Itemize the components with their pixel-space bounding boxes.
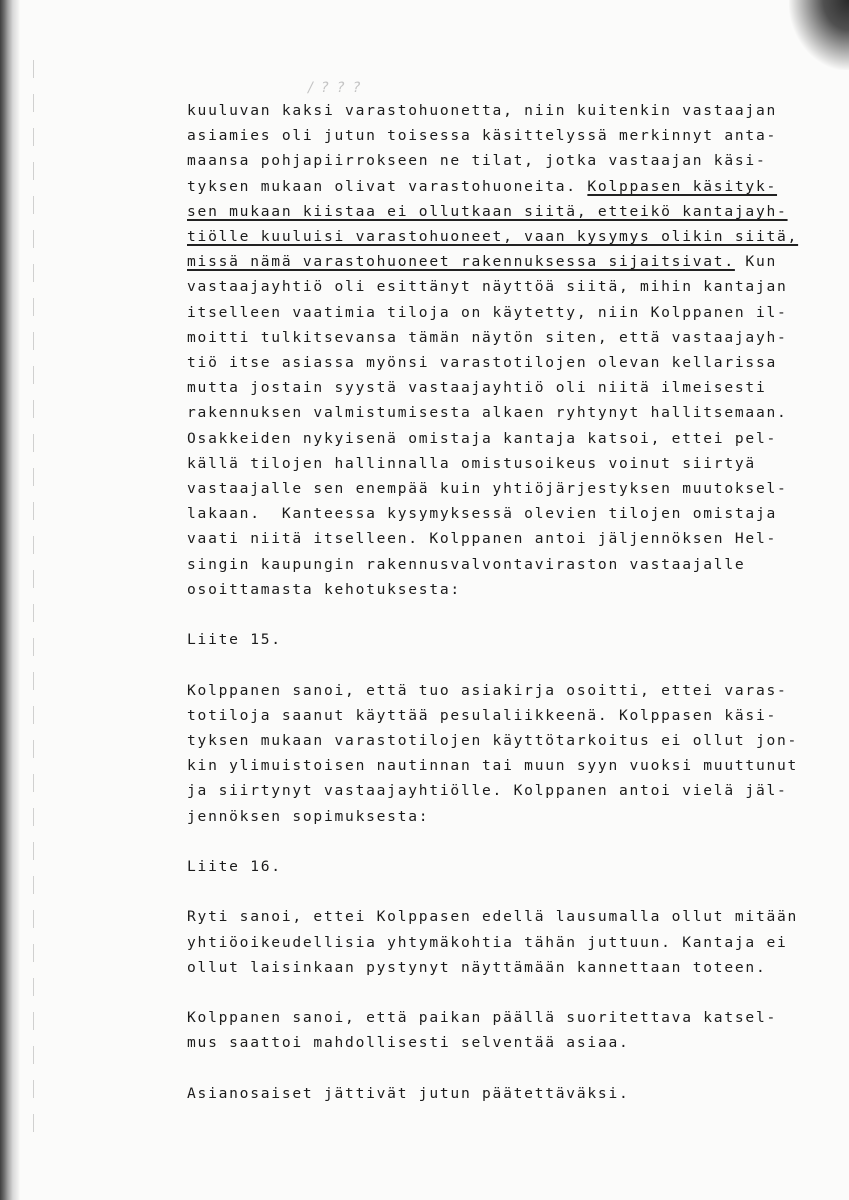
paragraph bbox=[187, 678, 797, 829]
text-segment: Ryti sanoi, ettei Kolppasen edellä lausumalla ollut mitään bbox=[187, 908, 799, 926]
paragraph bbox=[187, 854, 797, 879]
underlined-text: missä nämä varastohuoneet rakennuksessa sijaitsivat. bbox=[187, 253, 735, 271]
text-line bbox=[187, 426, 797, 451]
text-segment: tiö itse asiassa myönsi varastotilojen olevan kellarissa bbox=[187, 354, 778, 372]
text-line bbox=[187, 627, 797, 652]
text-line bbox=[187, 778, 797, 803]
text-segment: vastaajayhtiö oli esittänyt näyttöä siitä, mihin kantajan bbox=[187, 278, 788, 296]
text-line bbox=[187, 224, 797, 249]
text-line bbox=[187, 274, 797, 299]
text-line bbox=[187, 400, 797, 425]
text-segment: Kolppanen sanoi, että tuo asiakirja osoitti, ettei varas- bbox=[187, 681, 788, 699]
text-segment: ja siirtynyt vastaajayhtiölle. Kolppanen antoi vielä jäl- bbox=[187, 782, 788, 800]
text-segment: vastaajalle sen enempää kuin yhtiöjärjestyksen muutoksel- bbox=[187, 480, 788, 498]
text-line bbox=[187, 148, 797, 173]
text-segment: Osakkeiden nykyisenä omistaja kantaja katsoi, ettei pel- bbox=[187, 429, 778, 447]
text-line bbox=[187, 526, 797, 551]
text-line bbox=[187, 904, 797, 929]
text-segment: mutta jostain syystä vastaajayhtiö oli niitä ilmeisesti bbox=[187, 379, 767, 397]
paragraph bbox=[187, 627, 797, 652]
text-line bbox=[187, 552, 797, 577]
text-segment: källä tilojen hallinnalla omistusoikeus voinut siirtyä bbox=[187, 454, 756, 472]
text-segment: ollut laisinkaan pystynyt näyttämään kannettaan toteen. bbox=[187, 958, 767, 976]
text-line bbox=[187, 98, 797, 123]
text-line bbox=[187, 804, 797, 829]
text-segment: mus saattoi mahdollisesti selventää asiaa. bbox=[187, 1034, 630, 1052]
text-segment: Kun bbox=[734, 253, 778, 271]
text-segment: tyksen mukaan varastotilojen käyttötarkoitus ei ollut jon- bbox=[187, 732, 799, 750]
pencil-margin-note: / ? ? ? bbox=[308, 80, 363, 96]
text-line bbox=[187, 930, 797, 955]
text-segment: osoittamasta kehotuksesta: bbox=[187, 580, 461, 598]
text-segment: totiloja saanut käyttää pesulaliikkeenä. Kolppasen käsi- bbox=[187, 706, 778, 724]
text-segment: Liite 15. bbox=[187, 631, 282, 649]
text-line bbox=[187, 854, 797, 879]
text-line bbox=[187, 728, 797, 753]
document-body bbox=[187, 98, 797, 1131]
text-line bbox=[187, 703, 797, 728]
text-line bbox=[187, 476, 797, 501]
text-segment: kuuluvan kaksi varastohuonetta, niin kuitenkin vastaajan bbox=[187, 102, 778, 119]
text-segment: asiamies oli jutun toisessa käsittelyssä merkinnyt anta- bbox=[187, 127, 778, 145]
underlined-text: tiölle kuuluisi varastohuoneet, vaan kysymys olikin siitä, bbox=[187, 228, 799, 246]
text-segment: Liite 16. bbox=[187, 858, 282, 876]
underlined-text: Kolppasen käsityk- bbox=[587, 177, 778, 195]
text-segment: vaati niitä itselleen. Kolppanen antoi jäljennöksen Hel- bbox=[187, 530, 778, 548]
text-line bbox=[187, 678, 797, 703]
paragraph bbox=[187, 1005, 797, 1055]
text-line bbox=[187, 577, 797, 602]
text-line bbox=[187, 300, 797, 325]
text-segment: maansa pohjapiirrokseen ne tilat, jotka vastaajan käsi- bbox=[187, 152, 767, 170]
text-line bbox=[187, 325, 797, 350]
text-line bbox=[187, 1030, 797, 1055]
text-segment: yhtiöoikeudellisia yhtymäkohtia tähän juttuun. Kantaja ei bbox=[187, 933, 788, 951]
text-line bbox=[187, 451, 797, 476]
text-segment: rakennuksen valmistumisesta alkaen ryhtynyt hallitsemaan. bbox=[187, 404, 788, 422]
paragraph bbox=[187, 904, 797, 980]
text-line bbox=[187, 1081, 797, 1106]
underlined-text: sen mukaan kiistaa ei ollutkaan siitä, etteikö kantajayh- bbox=[187, 202, 788, 220]
text-line bbox=[187, 501, 797, 526]
text-line bbox=[187, 753, 797, 778]
text-line bbox=[187, 955, 797, 980]
text-line bbox=[187, 249, 797, 274]
binding-edge-shadow bbox=[0, 0, 20, 1200]
text-line bbox=[187, 375, 797, 400]
text-segment: tyksen mukaan olivat varastohuoneita. bbox=[187, 177, 588, 195]
text-segment: jennöksen sopimuksesta: bbox=[187, 807, 430, 825]
text-segment: kin ylimuistoisen nautinnan tai muun syyn vuoksi muuttunut bbox=[187, 757, 799, 775]
paragraph bbox=[187, 1081, 797, 1106]
text-line bbox=[187, 1005, 797, 1030]
margin-rule bbox=[33, 60, 34, 1140]
text-segment: moitti tulkitsevansa tämän näytön siten, että vastaajayh- bbox=[187, 328, 788, 346]
text-line bbox=[187, 174, 797, 199]
scan-corner-shadow bbox=[789, 0, 849, 70]
text-segment: singin kaupungin rakennusvalvontaviraston vastaajalle bbox=[187, 555, 746, 573]
text-line bbox=[187, 199, 797, 224]
text-segment: Asianosaiset jättivät jutun päätettäväksi. bbox=[187, 1084, 630, 1102]
text-segment: Kolppanen sanoi, että paikan päällä suoritettava katsel- bbox=[187, 1009, 778, 1027]
text-segment: lakaan. Kanteessa kysymyksessä olevien tilojen omistaja bbox=[187, 505, 778, 523]
paragraph bbox=[187, 98, 797, 602]
text-segment: itselleen vaatimia tiloja on käytetty, niin Kolppanen il- bbox=[187, 303, 788, 321]
text-line bbox=[187, 123, 797, 148]
text-line bbox=[187, 350, 797, 375]
